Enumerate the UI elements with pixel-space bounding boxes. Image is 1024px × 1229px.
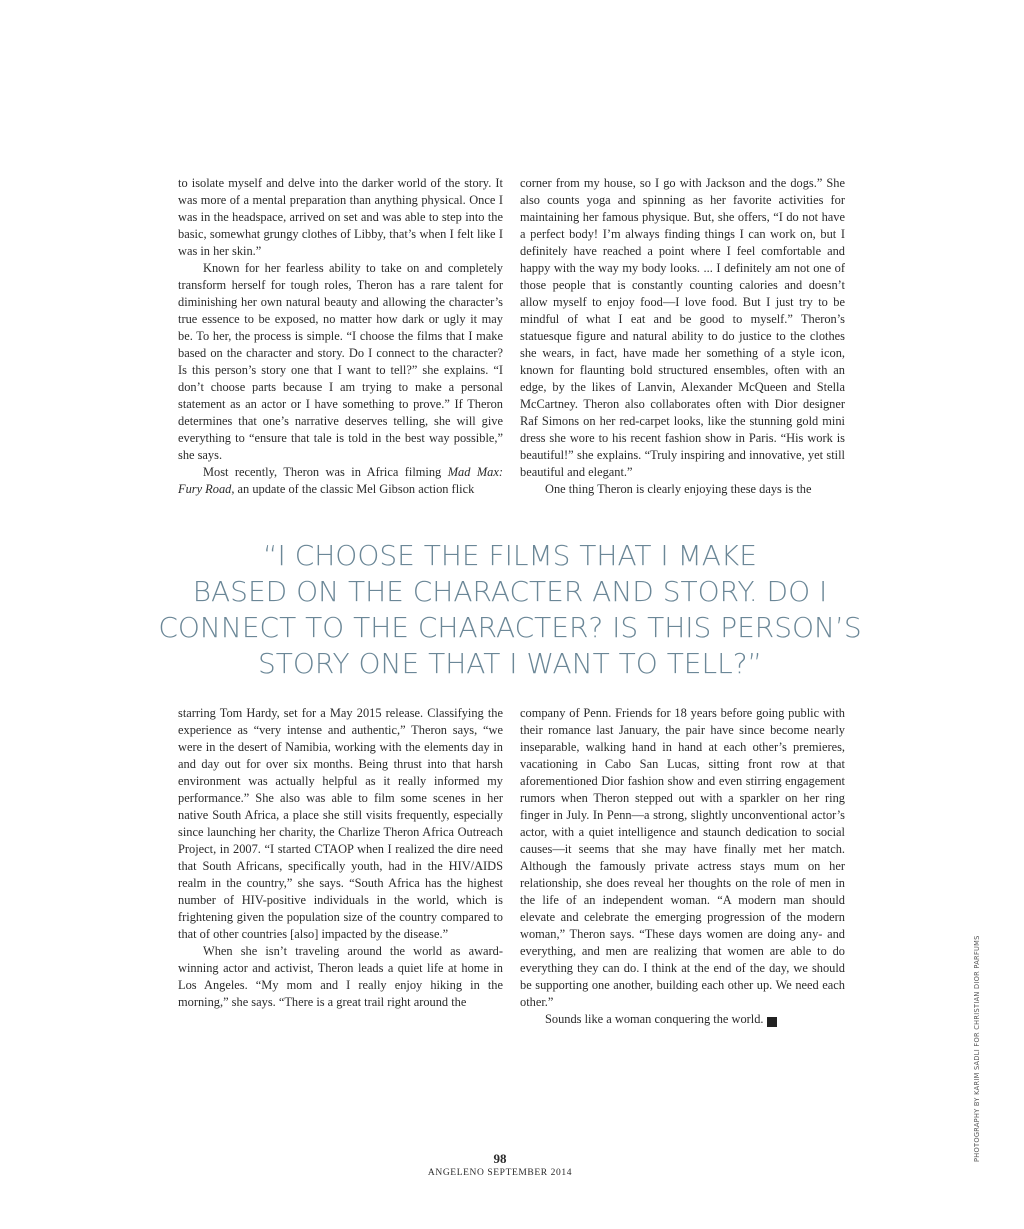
- paragraph-text: , an update of the classic Mel Gibson action flick: [231, 482, 475, 496]
- article-column-top-right: [520, 175, 845, 498]
- article-column-bottom-left: [178, 705, 503, 1011]
- article-paragraph: starring Tom Hardy, set for a May 2015 release. Classifying the experience as “very intense and authentic,” Theron says, “we were in the desert of Namibia, working with the elements day in and day out for over six months. Being thrust into that harsh environment was actually helpful as it really informed my performance.” She also was able to film some scenes in her native South Africa, a place she still visits frequently, especially since launching her charity, the Charlize Theron Africa Outreach Project, in 2007. “I started CTAOP when I realized the dire need that South Africans, specifically youth, had in the HIV/AIDS realm in the country,” she says. “South Africa has the highest number of HIV-positive individuals in the world, which is frightening given the population size of the country compared to that of other countries [also] impacted by the disease.”: [178, 706, 503, 941]
- article-paragraph: corner from my house, so I go with Jackson and the dogs.” She also counts yoga and spinning as her favorite activities for maintaining her famous physique. But, she offers, “I do not have a perfect body! I’m always finding things I can work on, but I definitely have reached a point where I feel comfortable and happy with the way my body looks. ... I definitely am not one of those people that is constantly counting calories and doesn’t allow myself to enjoy food—I love food. But I just try to be mindful of what I eat and be good to myself.” Theron’s statuesque figure and natural ability to do justice to the clothes she wears, in fact, have made her something of a style icon, known for flaunting bold structured ensembles, often with an edge, by the likes of Lanvin, Alexander McQueen and Stella McCartney. Theron also collaborates often with Dior designer Raf Simons on her red-carpet looks, like the stunning gold mini dress she wore to his recent fashion show in Paris. “His work is beautiful!” she explains. “Truly inspiring and innovative, yet still beautiful and elegant.”: [520, 176, 845, 479]
- pull-quote-line: “I CHOOSE THE FILMS THAT I MAKE: [263, 539, 757, 572]
- paragraph-text: Most recently, Theron was in Africa filming: [203, 465, 448, 479]
- article-paragraph: to isolate myself and delve into the darker world of the story. It was more of a mental preparation than anything physical. Once I was in the headspace, arrived on set and was able to step into the basic, somewhat grungy clothes of Libby, that’s when I felt like I was in her skin.”: [178, 176, 503, 258]
- page-number: 98: [493, 1151, 507, 1166]
- pull-quote: [150, 538, 870, 682]
- article-paragraph: company of Penn. Friends for 18 years before going public with their romance last January, the pair have since become nearly inseparable, walking hand in hand at each other’s premieres, vacationing in Cabo San Lucas, sitting front row at that aforementioned Dior fashion show and even stirring engagement rumors when Theron stepped out with a sparkler on her ring finger in July. In Penn—a strong, slightly unconventional actor’s actor, with a quiet intelligence and staunch dedication to social causes—it seems that she may have finally met her match. Although the famously private actress stays mum on her relationship, she does reveal her thoughts on the role of men in the life of an independent woman. “A modern man should elevate and celebrate the emerging progression of the modern woman,” Theron says. “These days women are doing any- and everything, and men are realizing that women are able to do everything they can do. I think at the end of the day, we should be supporting one another, building each other up. We need each other.”: [520, 706, 845, 1009]
- article-paragraph: One thing Theron is clearly enjoying these days is the: [545, 482, 812, 496]
- article-paragraph: Known for her fearless ability to take on and completely transform herself for tough roles, Theron has a rare talent for diminishing her own natural beauty and allowing the character’s true essence to be exposed, no matter how dark or ugly it may be. To her, the process is simple. “I choose the films that I make based on the character and story. Do I connect to the character? Is this person’s story one that I want to tell?” she explains. “I don’t choose parts because I am trying to make a personal statement as an actor or I have something to prove.” If Theron determines that one’s narrative deserves telling, she will give everything to “ensure that tale is told in the best way possible,” she says.: [178, 261, 503, 462]
- article-paragraph: [178, 464, 503, 498]
- photo-credit: PHOTOGRAPHY BY KARIM SADLI FOR CHRISTIAN DIOR PARFUMS: [973, 935, 981, 1162]
- article-paragraph: When she isn’t traveling around the world as award-winning actor and activist, Theron leads a quiet life at home in Los Angeles. “My mom and I really enjoy hiking in the morning,” she says. “There is a great trail right around the: [178, 944, 503, 1009]
- article-column-bottom-right: [520, 705, 845, 1028]
- closing-line: Sounds like a woman conquering the world.: [545, 1012, 764, 1026]
- film-title: Mad Max: Fury Road: [178, 465, 504, 496]
- pull-quote-line: CONNECT TO THE CHARACTER? IS THIS PERSON’S: [158, 611, 862, 644]
- end-mark-icon: A: [767, 1017, 777, 1027]
- article-column-top-left: [178, 175, 503, 498]
- closing-paragraph: [520, 1011, 845, 1028]
- publication-footer: ANGELENO SEPTEMBER 2014: [427, 1168, 573, 1178]
- pull-quote-line: STORY ONE THAT I WANT TO TELL?”: [257, 647, 763, 680]
- pull-quote-line: BASED ON THE CHARACTER AND STORY. DO I: [192, 575, 828, 608]
